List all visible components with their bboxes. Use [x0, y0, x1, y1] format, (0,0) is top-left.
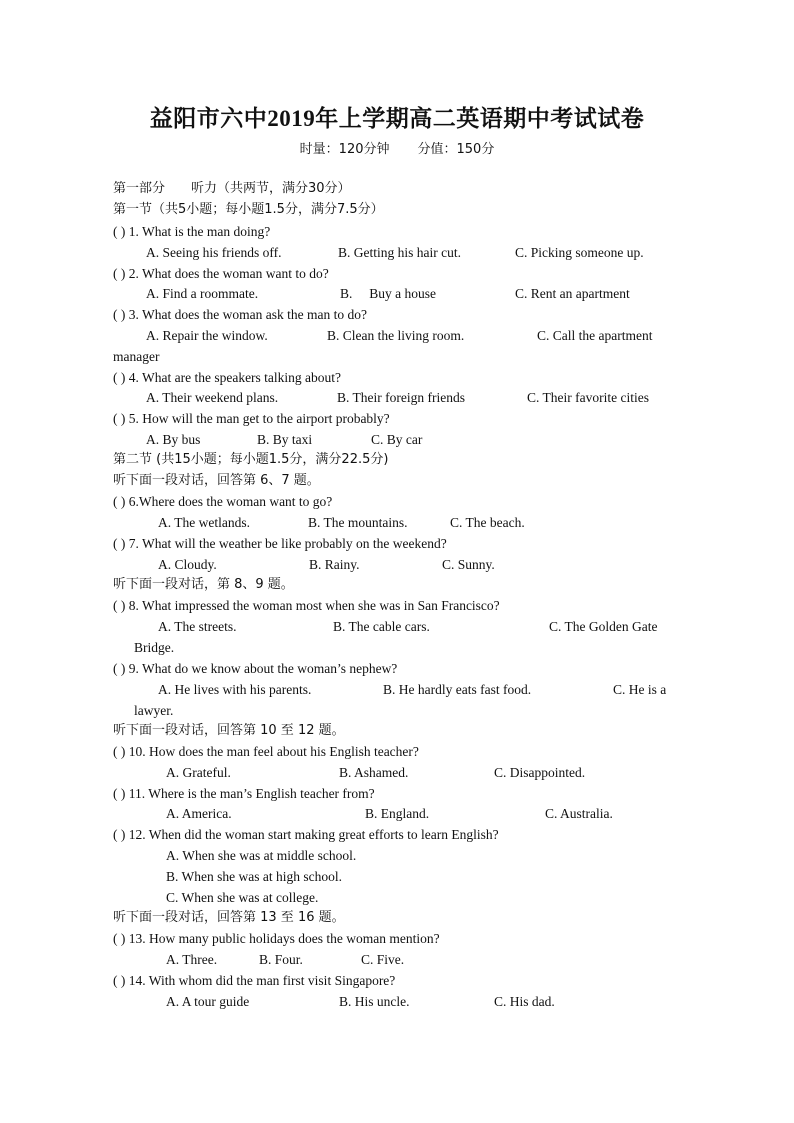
question-9-option-a: A. He lives with his parents. — [158, 682, 312, 697]
question-7-stem: ( ) 7. What will the weather be like probably on the weekend? — [113, 536, 447, 551]
question-3-option-c-continued: manager — [113, 349, 160, 364]
question-7-option-a: A. Cloudy. — [158, 557, 217, 572]
question-3-option-b: B. Clean the living room. — [327, 328, 465, 343]
question-5-stem: ( ) 5. How will the man get to the airport probably? — [113, 411, 390, 426]
question-13-option-a: A. Three. — [166, 952, 218, 967]
exam-subtitle — [0, 138, 794, 158]
question-12-option-a: A. When she was at middle school. — [166, 848, 357, 863]
question-13-option-c: C. Five. — [361, 952, 405, 967]
question-10-stem: ( ) 10. How does the man feel about his English teacher? — [113, 744, 419, 759]
question-9-option-c: C. He is a — [613, 682, 667, 697]
question-14-option-b: B. His uncle. — [339, 994, 410, 1009]
question-8-option-a: A. The streets. — [158, 619, 237, 634]
question-12-option-b: B. When she was at high school. — [166, 869, 342, 884]
instruction-q10-12: 听下面一段对话，回答第 10 至 12 题。 — [113, 723, 345, 738]
question-6-option-b: B. The mountains. — [308, 515, 408, 530]
question-1-option-a: A. Seeing his friends off. — [146, 245, 282, 260]
question-4-option-a: A. Their weekend plans. — [146, 390, 279, 405]
question-6-option-a: A. The wetlands. — [158, 515, 250, 530]
question-2-option-a: A. Find a roommate. — [146, 286, 259, 301]
question-10-option-b: B. Ashamed. — [339, 765, 409, 780]
question-4-option-b: B. Their foreign friends — [337, 390, 465, 405]
question-4-option-c: C. Their favorite cities — [527, 390, 649, 405]
question-5-option-b: B. By taxi — [257, 432, 313, 447]
instruction-q13-16: 听下面一段对话，回答第 13 至 16 题。 — [113, 910, 345, 925]
instruction-q6-7: 听下面一段对话，回答第 6、7 题。 — [113, 473, 320, 488]
question-3-option-a: A. Repair the window. — [146, 328, 268, 343]
question-12-option-c: C. When she was at college. — [166, 890, 319, 905]
question-9-stem: ( ) 9. What do we know about the woman’s nephew? — [113, 661, 398, 676]
question-4-stem: ( ) 4. What are the speakers talking about? — [113, 370, 342, 385]
time-label: 时量：120分钟 — [299, 142, 390, 157]
question-9-option-c-continued: lawyer. — [134, 703, 174, 718]
question-12-stem: ( ) 12. When did the woman start making great efforts to learn English? — [113, 827, 499, 842]
question-3-option-c: C. Call the apartment — [537, 328, 653, 343]
question-1-option-b: B. Getting his hair cut. — [338, 245, 461, 260]
section2-heading: 第二节 (共15小题；每小题1.5分，满分22.5分) — [113, 452, 389, 467]
exam-title: 益阳市六中2019年上学期高二英语期中考试试卷 — [149, 106, 645, 131]
question-7-option-b: B. Rainy. — [309, 557, 360, 572]
question-11-option-a: A. America. — [166, 806, 232, 821]
question-8-option-c-continued: Bridge. — [134, 640, 175, 655]
question-10-option-a: A. Grateful. — [166, 765, 231, 780]
question-8-option-c: C. The Golden Gate — [549, 619, 658, 634]
question-8-option-b: B. The cable cars. — [333, 619, 430, 634]
question-2-stem: ( ) 2. What does the woman want to do? — [113, 266, 329, 281]
question-2-option-c: C. Rent an apartment — [515, 286, 630, 301]
part1-heading: 第一部分 听力（共两节，满分30分） — [113, 181, 351, 196]
section1-heading: 第一节（共5小题；每小题1.5分，满分7.5分） — [113, 202, 384, 217]
question-11-option-c: C. Australia. — [545, 806, 613, 821]
question-11-option-b: B. England. — [365, 806, 430, 821]
question-7-option-c: C. Sunny. — [442, 557, 495, 572]
question-10-option-c: C. Disappointed. — [494, 765, 586, 780]
question-2-option-b: B. Buy a house — [340, 286, 436, 301]
score-label: 分值：150分 — [417, 142, 495, 157]
question-1-stem: ( ) 1. What is the man doing? — [113, 224, 271, 239]
question-11-stem: ( ) 11. Where is the man’s English teacher from? — [113, 786, 375, 801]
question-1-option-c: C. Picking someone up. — [515, 245, 644, 260]
question-9-option-b: B. He hardly eats fast food. — [383, 682, 532, 697]
question-13-option-b: B. Four. — [259, 952, 303, 967]
question-3-stem: ( ) 3. What does the woman ask the man to do? — [113, 307, 367, 322]
question-14-option-c: C. His dad. — [494, 994, 555, 1009]
question-5-option-a: A. By bus — [146, 432, 201, 447]
question-5-option-c: C. By car — [371, 432, 423, 447]
question-6-stem: ( ) 6.Where does the woman want to go? — [113, 494, 333, 509]
instruction-q8-9: 听下面一段对话，第 8、9 题。 — [113, 577, 294, 592]
question-13-stem: ( ) 13. How many public holidays does the woman mention? — [113, 931, 440, 946]
question-14-stem: ( ) 14. With whom did the man first visit Singapore? — [113, 973, 396, 988]
question-6-option-c: C. The beach. — [450, 515, 525, 530]
question-8-stem: ( ) 8. What impressed the woman most when she was in San Francisco? — [113, 598, 500, 613]
question-14-option-a: A. A tour guide — [166, 994, 250, 1009]
